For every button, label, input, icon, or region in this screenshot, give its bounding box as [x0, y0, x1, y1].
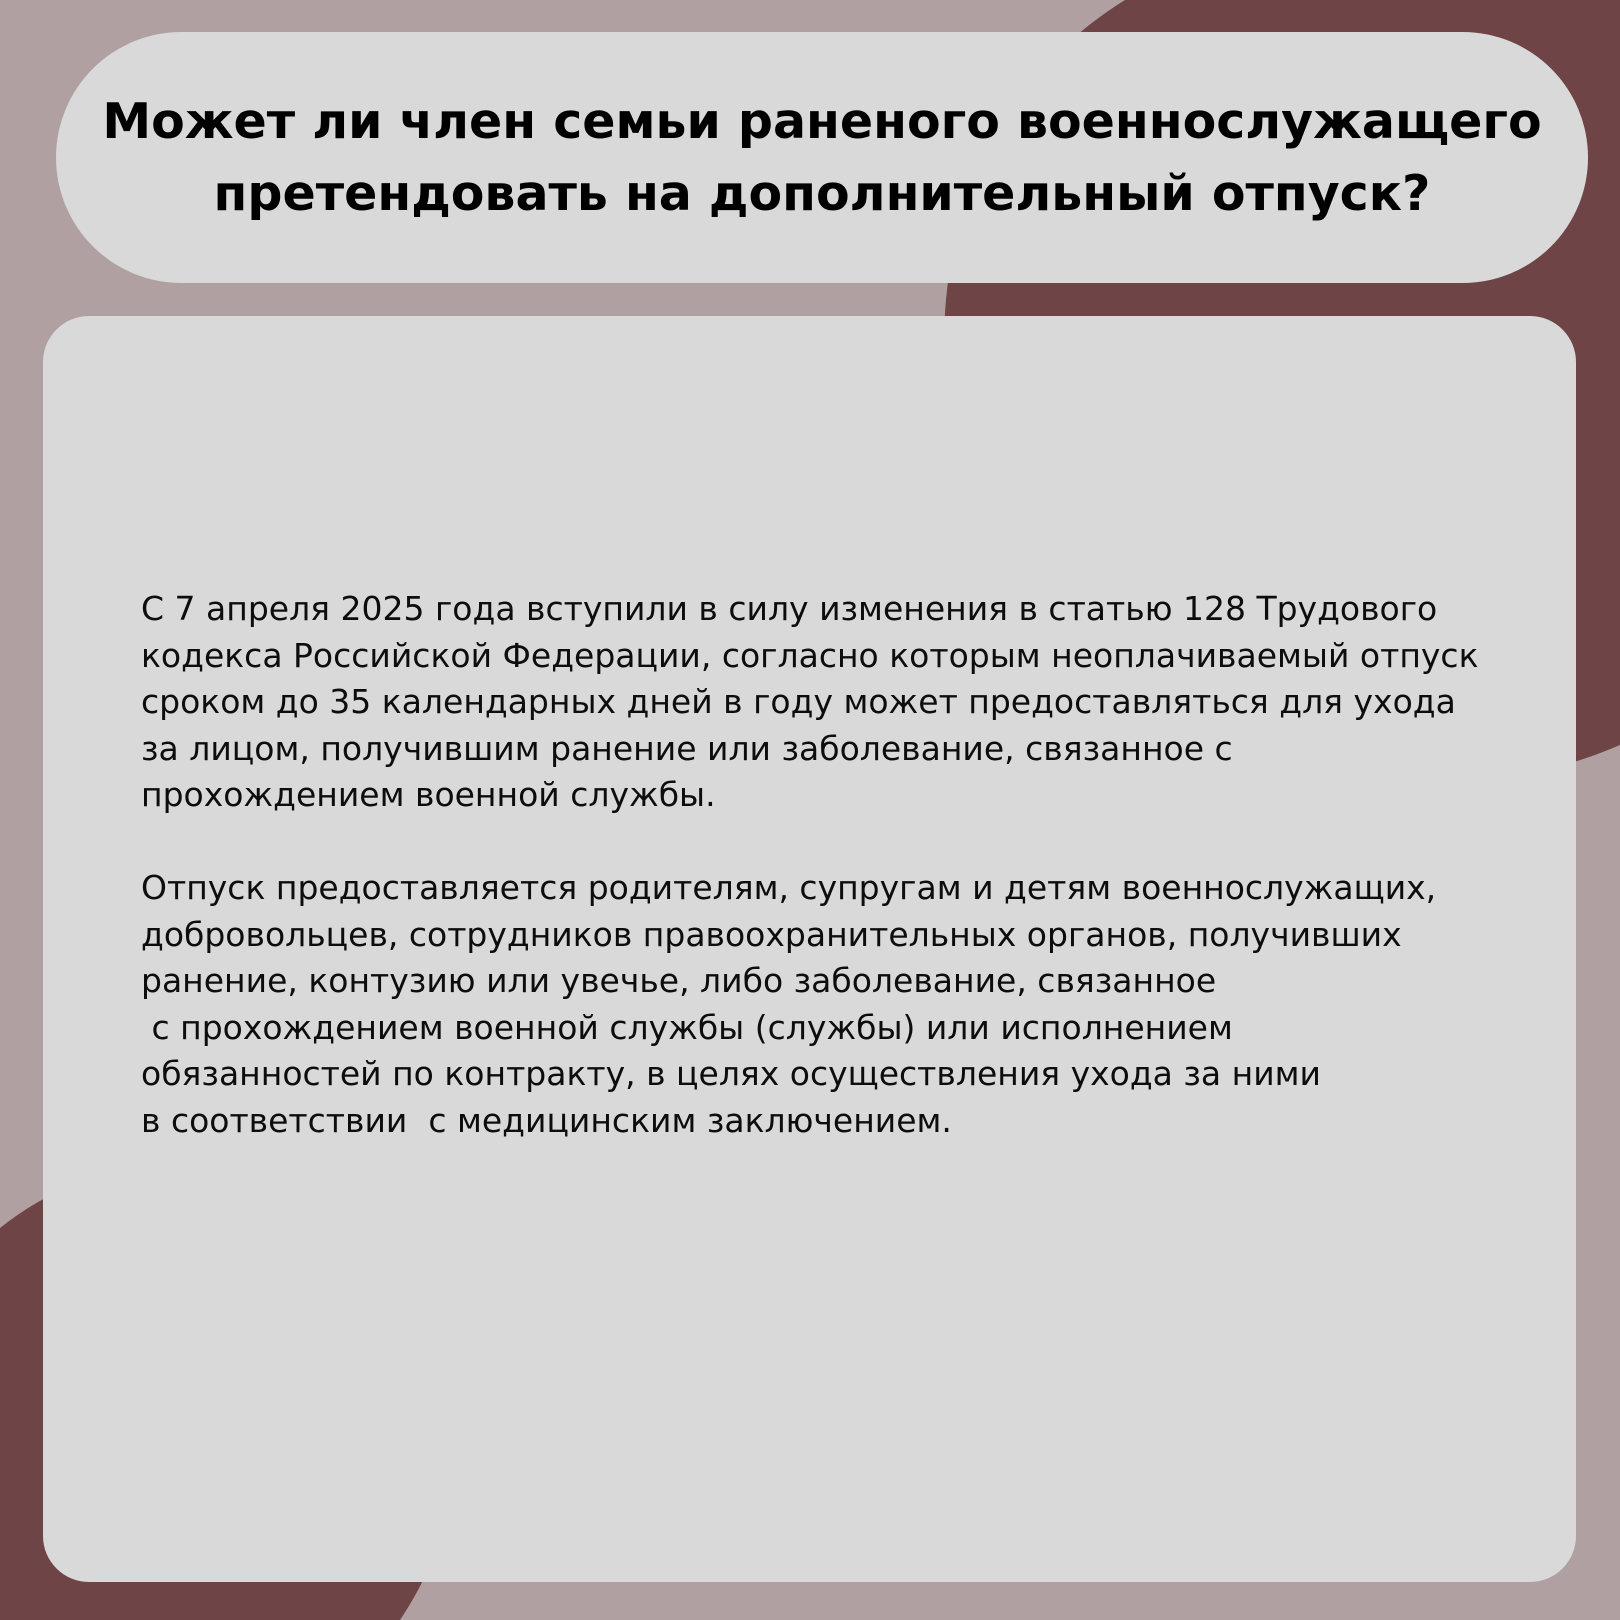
title-banner	[56, 32, 1588, 283]
text-line: ранение, контузию или увечье, либо заболевание, связанное	[141, 961, 1217, 1000]
text-line: сроком до 35 календарных дней в году может предоставляться для ухода	[141, 682, 1456, 721]
title-line: Может ли член семьи раненого военнослужащего	[102, 92, 1542, 150]
text-line: обязанностей по контракту, в целях осуществления ухода за ними	[141, 1054, 1322, 1093]
text-line: прохождением военной службы.	[141, 775, 716, 814]
text-line: с прохождением военной службы (службы) или исполнением	[141, 1007, 1233, 1047]
title-line: претендовать на дополнительный отпуск?	[213, 164, 1431, 222]
text-line: за лицом, получившим ранение или заболевание, связанное с	[141, 728, 1233, 768]
page-title	[102, 86, 1541, 230]
paragraph-law-change	[141, 586, 1541, 819]
text-line: добровольцев, сотрудников правоохранительных органов, получивших	[141, 914, 1402, 954]
content-card	[43, 316, 1576, 1582]
article-body	[141, 586, 1541, 1144]
text-line: в соответствии с медицинским заключением.	[141, 1100, 952, 1140]
text-line: Отпуск предоставляется родителям, супругам и детям военнослужащих,	[141, 868, 1437, 907]
text-line: кодекса Российской Федерации, согласно которым неоплачиваемый отпуск	[141, 635, 1479, 675]
text-line: С 7 апреля 2025 года вступили в силу изменения в статью 128 Трудового	[141, 589, 1438, 628]
paragraph-eligibility	[141, 865, 1541, 1144]
